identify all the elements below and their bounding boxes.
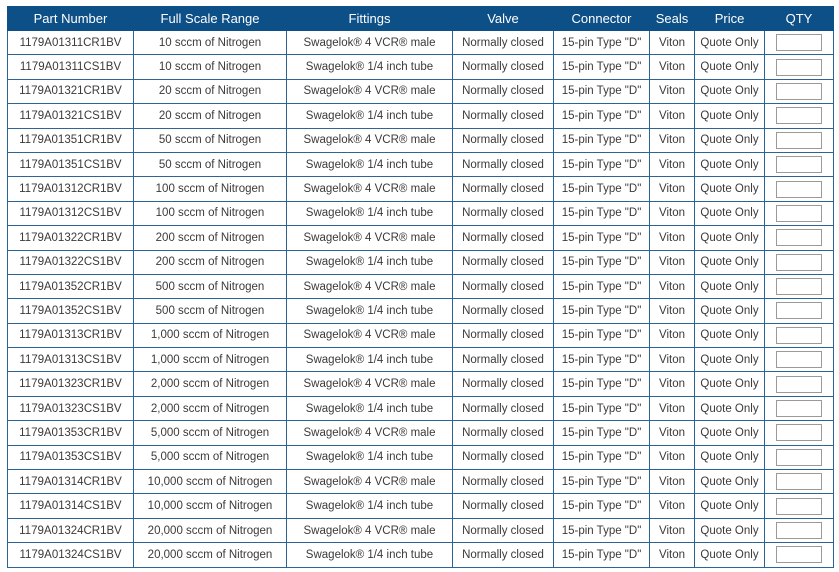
cell-full-scale-range: 20 sccm of Nitrogen <box>134 79 287 103</box>
cell-valve: Normally closed <box>453 396 554 420</box>
cell-qty <box>765 299 834 323</box>
cell-qty <box>765 274 834 298</box>
cell-valve: Normally closed <box>453 201 554 225</box>
cell-seals: Viton <box>650 518 695 542</box>
cell-part-number: 1179A01314CR1BV <box>8 470 134 494</box>
table-row <box>8 396 834 420</box>
table-row <box>8 128 834 152</box>
qty-input[interactable] <box>776 449 822 466</box>
table-row <box>8 250 834 274</box>
table-row <box>8 421 834 445</box>
cell-valve: Normally closed <box>453 323 554 347</box>
cell-valve: Normally closed <box>453 152 554 176</box>
cell-qty <box>765 31 834 55</box>
cell-qty <box>765 445 834 469</box>
cell-full-scale-range: 2,000 sccm of Nitrogen <box>134 396 287 420</box>
cell-part-number: 1179A01313CS1BV <box>8 348 134 372</box>
cell-part-number: 1179A01351CR1BV <box>8 128 134 152</box>
qty-input[interactable] <box>776 327 822 344</box>
cell-qty <box>765 396 834 420</box>
cell-full-scale-range: 200 sccm of Nitrogen <box>134 250 287 274</box>
cell-full-scale-range: 10 sccm of Nitrogen <box>134 55 287 79</box>
cell-connector: 15-pin Type "D" <box>554 348 650 372</box>
cell-fitting: Swagelok® 4 VCR® male <box>287 372 453 396</box>
cell-fitting: Swagelok® 1/4 inch tube <box>287 104 453 128</box>
qty-input[interactable] <box>776 302 822 319</box>
cell-full-scale-range: 10 sccm of Nitrogen <box>134 31 287 55</box>
qty-input[interactable] <box>776 400 822 417</box>
cell-seals: Viton <box>650 79 695 103</box>
header-fittings: Fittings <box>287 7 453 31</box>
cell-price: Quote Only <box>695 518 765 542</box>
cell-full-scale-range: 50 sccm of Nitrogen <box>134 152 287 176</box>
table-row <box>8 518 834 542</box>
table-body <box>8 31 834 568</box>
cell-connector: 15-pin Type "D" <box>554 445 650 469</box>
cell-price: Quote Only <box>695 372 765 396</box>
table-row <box>8 445 834 469</box>
cell-seals: Viton <box>650 274 695 298</box>
table-row <box>8 494 834 518</box>
cell-connector: 15-pin Type "D" <box>554 299 650 323</box>
cell-part-number: 1179A01353CR1BV <box>8 421 134 445</box>
cell-fitting: Swagelok® 4 VCR® male <box>287 518 453 542</box>
cell-seals: Viton <box>650 128 695 152</box>
cell-full-scale-range: 5,000 sccm of Nitrogen <box>134 421 287 445</box>
header-valve: Valve <box>453 7 554 31</box>
cell-connector: 15-pin Type "D" <box>554 128 650 152</box>
cell-qty <box>765 421 834 445</box>
cell-full-scale-range: 500 sccm of Nitrogen <box>134 274 287 298</box>
cell-full-scale-range: 1,000 sccm of Nitrogen <box>134 348 287 372</box>
qty-input[interactable] <box>776 546 822 563</box>
cell-connector: 15-pin Type "D" <box>554 104 650 128</box>
cell-part-number: 1179A01322CR1BV <box>8 226 134 250</box>
qty-input[interactable] <box>776 156 822 173</box>
qty-input[interactable] <box>776 522 822 539</box>
cell-valve: Normally closed <box>453 445 554 469</box>
cell-part-number: 1179A01353CS1BV <box>8 445 134 469</box>
cell-part-number: 1179A01352CR1BV <box>8 274 134 298</box>
cell-full-scale-range: 20,000 sccm of Nitrogen <box>134 518 287 542</box>
cell-valve: Normally closed <box>453 470 554 494</box>
cell-part-number: 1179A01314CS1BV <box>8 494 134 518</box>
cell-fitting: Swagelok® 1/4 inch tube <box>287 494 453 518</box>
cell-fitting: Swagelok® 4 VCR® male <box>287 177 453 201</box>
cell-seals: Viton <box>650 470 695 494</box>
cell-qty <box>765 104 834 128</box>
cell-seals: Viton <box>650 177 695 201</box>
table-row <box>8 79 834 103</box>
cell-qty <box>765 128 834 152</box>
cell-seals: Viton <box>650 152 695 176</box>
header-qty: QTY <box>765 7 834 31</box>
cell-price: Quote Only <box>695 470 765 494</box>
cell-price: Quote Only <box>695 31 765 55</box>
qty-input[interactable] <box>776 473 822 490</box>
cell-full-scale-range: 2,000 sccm of Nitrogen <box>134 372 287 396</box>
cell-full-scale-range: 20 sccm of Nitrogen <box>134 104 287 128</box>
cell-price: Quote Only <box>695 152 765 176</box>
qty-input[interactable] <box>776 229 822 246</box>
table-row <box>8 177 834 201</box>
cell-price: Quote Only <box>695 55 765 79</box>
cell-price: Quote Only <box>695 421 765 445</box>
table-row <box>8 372 834 396</box>
table-row <box>8 55 834 79</box>
table-row <box>8 348 834 372</box>
cell-fitting: Swagelok® 1/4 inch tube <box>287 543 453 567</box>
cell-valve: Normally closed <box>453 494 554 518</box>
cell-fitting: Swagelok® 4 VCR® male <box>287 274 453 298</box>
cell-full-scale-range: 20,000 sccm of Nitrogen <box>134 543 287 567</box>
table-row <box>8 104 834 128</box>
cell-qty <box>765 323 834 347</box>
cell-connector: 15-pin Type "D" <box>554 201 650 225</box>
cell-connector: 15-pin Type "D" <box>554 543 650 567</box>
cell-seals: Viton <box>650 348 695 372</box>
cell-valve: Normally closed <box>453 274 554 298</box>
cell-full-scale-range: 10,000 sccm of Nitrogen <box>134 494 287 518</box>
cell-qty <box>765 494 834 518</box>
cell-seals: Viton <box>650 104 695 128</box>
cell-seals: Viton <box>650 421 695 445</box>
cell-part-number: 1179A01324CR1BV <box>8 518 134 542</box>
qty-input[interactable] <box>776 205 822 222</box>
header-row <box>8 7 834 31</box>
cell-full-scale-range: 100 sccm of Nitrogen <box>134 177 287 201</box>
cell-price: Quote Only <box>695 543 765 567</box>
cell-qty <box>765 348 834 372</box>
cell-full-scale-range: 500 sccm of Nitrogen <box>134 299 287 323</box>
cell-valve: Normally closed <box>453 104 554 128</box>
cell-valve: Normally closed <box>453 421 554 445</box>
cell-qty <box>765 201 834 225</box>
cell-fitting: Swagelok® 1/4 inch tube <box>287 201 453 225</box>
cell-fitting: Swagelok® 1/4 inch tube <box>287 55 453 79</box>
cell-price: Quote Only <box>695 323 765 347</box>
cell-valve: Normally closed <box>453 55 554 79</box>
cell-connector: 15-pin Type "D" <box>554 323 650 347</box>
cell-price: Quote Only <box>695 79 765 103</box>
cell-seals: Viton <box>650 494 695 518</box>
cell-seals: Viton <box>650 396 695 420</box>
cell-valve: Normally closed <box>453 226 554 250</box>
cell-connector: 15-pin Type "D" <box>554 470 650 494</box>
table-header <box>8 7 834 31</box>
cell-part-number: 1179A01313CR1BV <box>8 323 134 347</box>
cell-price: Quote Only <box>695 177 765 201</box>
header-part-number: Part Number <box>8 7 134 31</box>
cell-price: Quote Only <box>695 201 765 225</box>
cell-part-number: 1179A01352CS1BV <box>8 299 134 323</box>
cell-connector: 15-pin Type "D" <box>554 79 650 103</box>
cell-fitting: Swagelok® 1/4 inch tube <box>287 396 453 420</box>
cell-seals: Viton <box>650 372 695 396</box>
cell-valve: Normally closed <box>453 299 554 323</box>
cell-part-number: 1179A01321CS1BV <box>8 104 134 128</box>
cell-fitting: Swagelok® 4 VCR® male <box>287 323 453 347</box>
cell-fitting: Swagelok® 1/4 inch tube <box>287 299 453 323</box>
table-row <box>8 470 834 494</box>
cell-full-scale-range: 10,000 sccm of Nitrogen <box>134 470 287 494</box>
table-row <box>8 201 834 225</box>
qty-input[interactable] <box>776 181 822 198</box>
cell-seals: Viton <box>650 323 695 347</box>
qty-input[interactable] <box>776 376 822 393</box>
cell-seals: Viton <box>650 31 695 55</box>
cell-qty <box>765 470 834 494</box>
cell-connector: 15-pin Type "D" <box>554 152 650 176</box>
cell-fitting: Swagelok® 4 VCR® male <box>287 226 453 250</box>
cell-qty <box>765 177 834 201</box>
cell-price: Quote Only <box>695 226 765 250</box>
cell-connector: 15-pin Type "D" <box>554 421 650 445</box>
cell-connector: 15-pin Type "D" <box>554 226 650 250</box>
cell-valve: Normally closed <box>453 250 554 274</box>
cell-part-number: 1179A01323CS1BV <box>8 396 134 420</box>
qty-input[interactable] <box>776 351 822 368</box>
cell-connector: 15-pin Type "D" <box>554 55 650 79</box>
cell-seals: Viton <box>650 55 695 79</box>
cell-valve: Normally closed <box>453 518 554 542</box>
cell-valve: Normally closed <box>453 79 554 103</box>
cell-valve: Normally closed <box>453 543 554 567</box>
cell-qty <box>765 543 834 567</box>
cell-connector: 15-pin Type "D" <box>554 177 650 201</box>
cell-valve: Normally closed <box>453 372 554 396</box>
table-row <box>8 274 834 298</box>
qty-input[interactable] <box>776 107 822 124</box>
cell-qty <box>765 79 834 103</box>
cell-fitting: Swagelok® 1/4 inch tube <box>287 348 453 372</box>
cell-price: Quote Only <box>695 396 765 420</box>
cell-fitting: Swagelok® 4 VCR® male <box>287 128 453 152</box>
qty-input[interactable] <box>776 424 822 441</box>
cell-part-number: 1179A01323CR1BV <box>8 372 134 396</box>
cell-valve: Normally closed <box>453 128 554 152</box>
header-full-scale-range: Full Scale Range <box>134 7 287 31</box>
cell-valve: Normally closed <box>453 31 554 55</box>
cell-seals: Viton <box>650 543 695 567</box>
header-price: Price <box>695 7 765 31</box>
cell-fitting: Swagelok® 1/4 inch tube <box>287 250 453 274</box>
product-table <box>7 6 834 568</box>
qty-input[interactable] <box>776 132 822 149</box>
cell-part-number: 1179A01322CS1BV <box>8 250 134 274</box>
cell-price: Quote Only <box>695 250 765 274</box>
cell-price: Quote Only <box>695 348 765 372</box>
cell-fitting: Swagelok® 4 VCR® male <box>287 421 453 445</box>
cell-part-number: 1179A01311CR1BV <box>8 31 134 55</box>
table-row <box>8 299 834 323</box>
cell-full-scale-range: 5,000 sccm of Nitrogen <box>134 445 287 469</box>
qty-input[interactable] <box>776 498 822 515</box>
cell-full-scale-range: 100 sccm of Nitrogen <box>134 201 287 225</box>
cell-qty <box>765 518 834 542</box>
table-row <box>8 226 834 250</box>
cell-price: Quote Only <box>695 299 765 323</box>
table-row <box>8 323 834 347</box>
cell-fitting: Swagelok® 4 VCR® male <box>287 79 453 103</box>
cell-seals: Viton <box>650 250 695 274</box>
cell-fitting: Swagelok® 1/4 inch tube <box>287 152 453 176</box>
qty-input[interactable] <box>776 278 822 295</box>
cell-part-number: 1179A01312CS1BV <box>8 201 134 225</box>
cell-qty <box>765 372 834 396</box>
cell-price: Quote Only <box>695 104 765 128</box>
cell-connector: 15-pin Type "D" <box>554 518 650 542</box>
cell-price: Quote Only <box>695 128 765 152</box>
cell-part-number: 1179A01311CS1BV <box>8 55 134 79</box>
qty-input[interactable] <box>776 34 822 51</box>
header-connector: Connector <box>554 7 650 31</box>
cell-seals: Viton <box>650 445 695 469</box>
cell-part-number: 1179A01324CS1BV <box>8 543 134 567</box>
cell-full-scale-range: 200 sccm of Nitrogen <box>134 226 287 250</box>
header-seals: Seals <box>650 7 695 31</box>
cell-qty <box>765 226 834 250</box>
qty-input[interactable] <box>776 254 822 271</box>
cell-price: Quote Only <box>695 274 765 298</box>
cell-valve: Normally closed <box>453 177 554 201</box>
table-row <box>8 543 834 567</box>
cell-qty <box>765 55 834 79</box>
cell-full-scale-range: 50 sccm of Nitrogen <box>134 128 287 152</box>
cell-seals: Viton <box>650 226 695 250</box>
product-table-container <box>7 6 833 568</box>
cell-fitting: Swagelok® 1/4 inch tube <box>287 445 453 469</box>
cell-connector: 15-pin Type "D" <box>554 372 650 396</box>
cell-qty <box>765 250 834 274</box>
qty-input[interactable] <box>776 83 822 100</box>
cell-part-number: 1179A01312CR1BV <box>8 177 134 201</box>
table-row <box>8 152 834 176</box>
cell-part-number: 1179A01321CR1BV <box>8 79 134 103</box>
cell-fitting: Swagelok® 4 VCR® male <box>287 470 453 494</box>
qty-input[interactable] <box>776 59 822 76</box>
cell-price: Quote Only <box>695 445 765 469</box>
cell-connector: 15-pin Type "D" <box>554 274 650 298</box>
table-row <box>8 31 834 55</box>
cell-qty <box>765 152 834 176</box>
cell-seals: Viton <box>650 299 695 323</box>
cell-connector: 15-pin Type "D" <box>554 31 650 55</box>
cell-connector: 15-pin Type "D" <box>554 396 650 420</box>
cell-connector: 15-pin Type "D" <box>554 494 650 518</box>
cell-valve: Normally closed <box>453 348 554 372</box>
cell-connector: 15-pin Type "D" <box>554 250 650 274</box>
cell-price: Quote Only <box>695 494 765 518</box>
cell-fitting: Swagelok® 4 VCR® male <box>287 31 453 55</box>
cell-part-number: 1179A01351CS1BV <box>8 152 134 176</box>
cell-seals: Viton <box>650 201 695 225</box>
cell-full-scale-range: 1,000 sccm of Nitrogen <box>134 323 287 347</box>
